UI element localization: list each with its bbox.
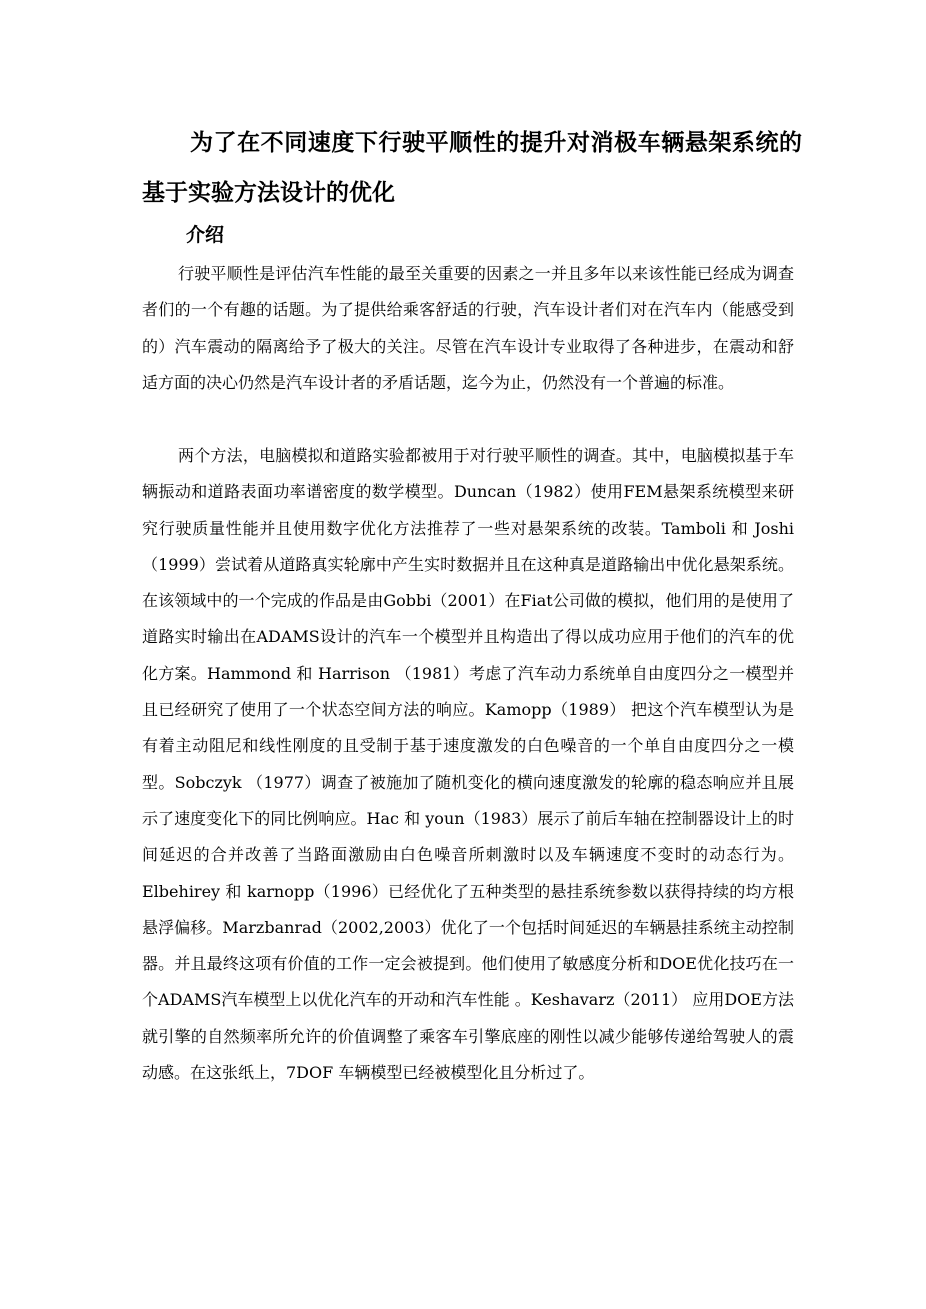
section-heading-introduction: 介绍 bbox=[186, 224, 225, 246]
document-title: 为了在不同速度下行驶平顺性的提升对消极车辆悬架系统的基于实验方法设计的优化 bbox=[142, 130, 802, 206]
body-paragraph: 两个方法，电脑模拟和道路实验都被用于对行驶平顺性的调查。其中，电脑模拟基于车辆振动和道路表面功率谱密度的数学模型。Duncan（1982）使用FEM悬架系统模型来研究行驶质量性能并且使用数字优化方法推荐了一些对悬架系统的改装。Tamboli 和 Joshi （1999）尝试着从道路真实轮廓中产生实时数据并且在这种真是道路输出中优化悬架系统。在该领域中的一个完成的作品是由Gobbi（2001）在Fiat公司做的模拟，他们用的是使用了道路实时输出在ADAMS设计的汽车一个模型并且构造出了得以成功应用于他们的汽车的优化方案。Hammond 和 Harrison （1981）考虑了汽车动力系统单自由度四分之一模型并且已经研究了使用了一个状态空间方法的响应。Kamopp（1989） 把这个汽车模型认为是有着主动阻尼和线性刚度的且受制于基于速度激发的白色噪音的一个单自由度四分之一模型。Sobczyk （1977）调查了被施加了随机变化的横向速度激发的轮廓的稳态响应并且展示了速度变化下的同比例响应。Hac 和 youn（1983）展示了前后车轴在控制器设计上的时间延迟的合并改善了当路面激励由白色噪音所刺激时以及车辆速度不变时的动态行为。Elbehirey 和 karnopp（1996）已经优化了五种类型的悬挂系统参数以获得持续的均方根悬浮偏移。Marzbanrad（2002,2003）优化了一个包括时间延迟的车辆悬挂系统主动控制器。并且最终这项有价值的工作一定会被提到。他们使用了敏感度分析和DOE优化技巧在一个ADAMS汽车模型上以优化汽车的开动和汽车性能 。Keshavarz（2011） 应用DOE方法就引擎的自然频率所允许的价值调整了乘客车引擎底座的刚性以减少能够传递给驾驶人的震动感。在这张纸上，7DOF 车辆模型已经被模型化且分析过了。 bbox=[142, 446, 794, 1083]
body-paragraph: 行驶平顺性是评估汽车性能的最至关重要的因素之一并且多年以来该性能已经成为调查者们的一个有趣的话题。为了提供给乘客舒适的行驶，汽车设计者们对在汽车内（能感受到的）汽车震动的隔离给予了极大的关注。尽管在汽车设计专业取得了各种进步，在震动和舒适方面的决心仍然是汽车设计者的矛盾话题，迄今为止，仍然没有一个普遍的标准。 bbox=[142, 264, 794, 392]
